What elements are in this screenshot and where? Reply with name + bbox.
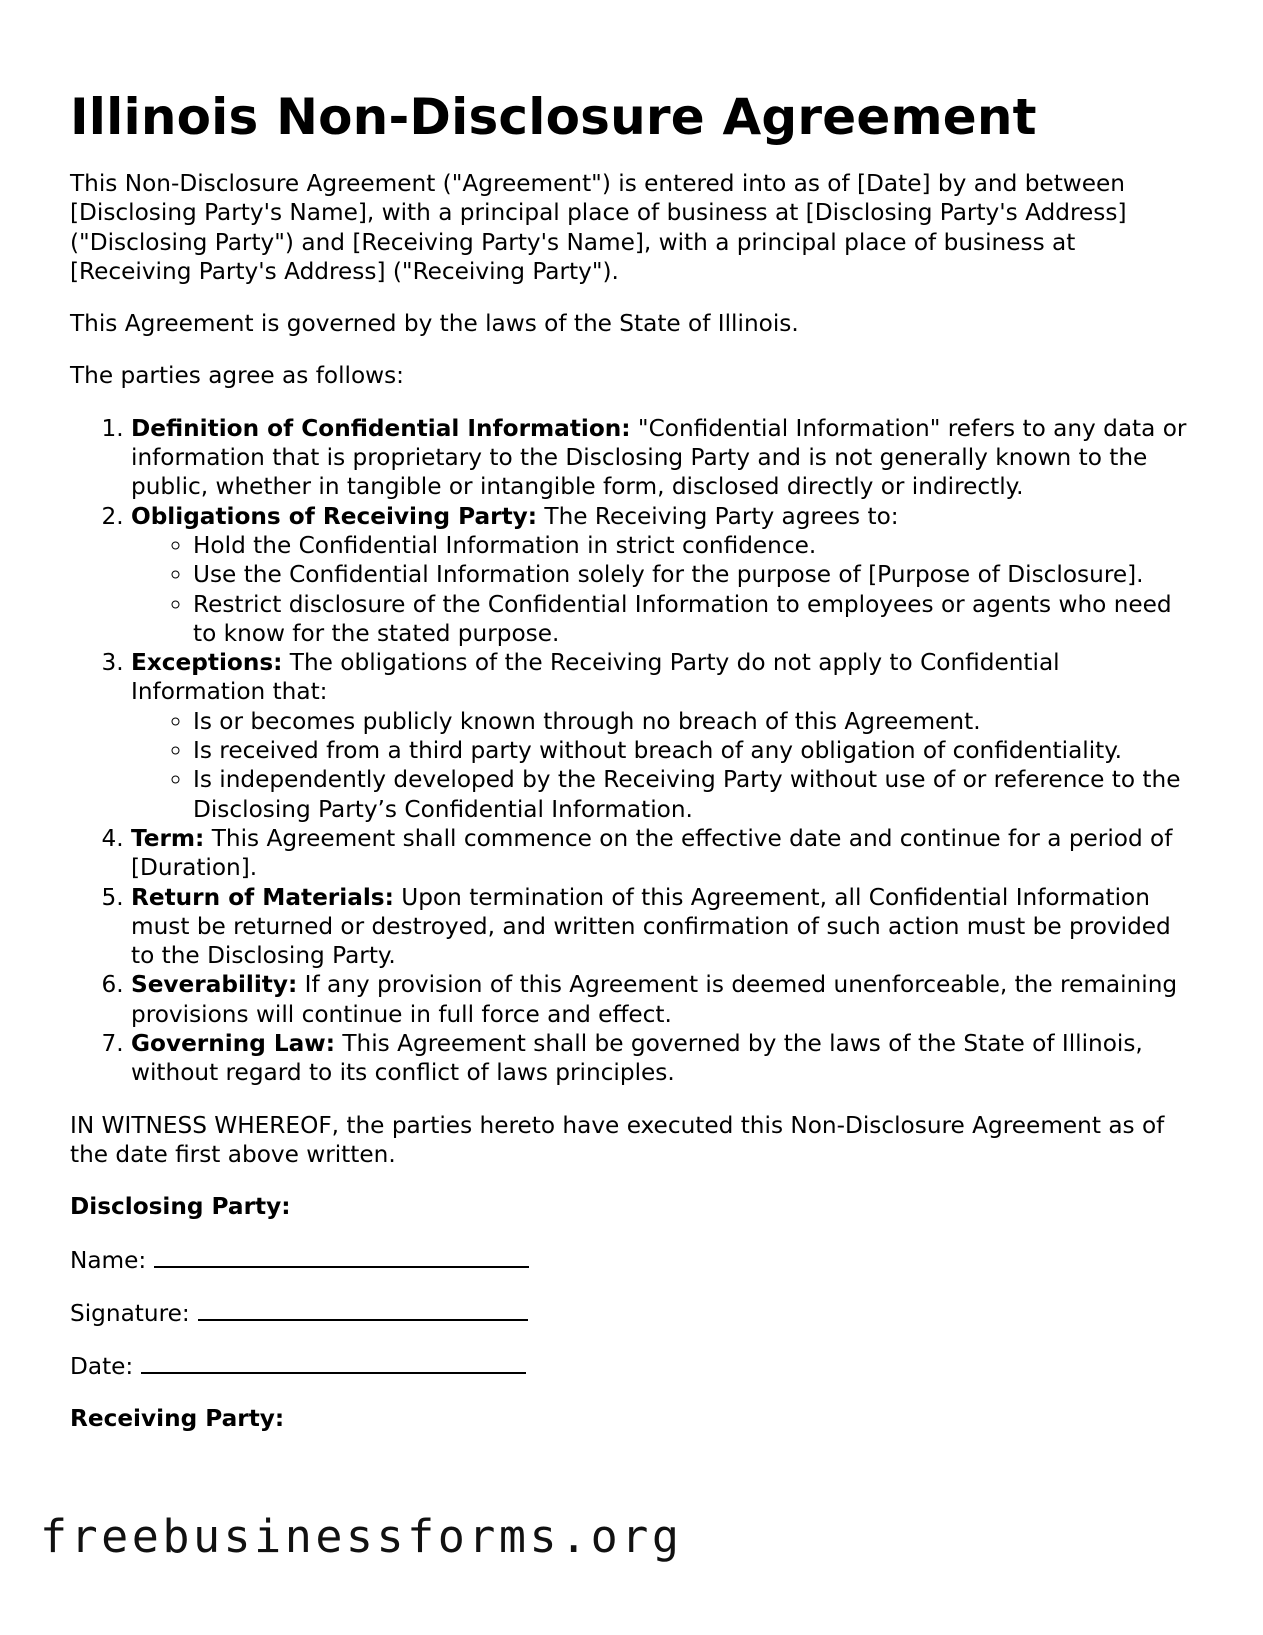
clause-heading: Obligations of Receiving Party: xyxy=(131,502,538,530)
witness-paragraph: IN WITNESS WHEREOF, the parties hereto have executed this Non-Disclosure Agreement as of the date first above written. xyxy=(70,1111,1165,1168)
governed-paragraph: This Agreement is governed by the laws of the State of Illinois. xyxy=(70,310,799,338)
receiving-party-heading xyxy=(70,1404,1200,1433)
intro-paragraph: This Non-Disclosure Agreement ("Agreement") is entered into as of [Date] by and between [Disclosing Party's Name], with a principal place of business at [Disclosing Party's Address] ("Disclosing Party") and [Receiving Party's Name], with a principal place of business at [Receiving Party's Address] ("Receiving Party"). xyxy=(70,170,1127,285)
clause-text: The Receiving Party agrees to: xyxy=(537,502,899,530)
sub-item: ◦ Use the Confidential Information solely for the purpose of [Purpose of Disclosure]. xyxy=(193,560,1200,589)
clause-item xyxy=(131,648,1200,824)
disclosing-party-label: Disclosing Party: xyxy=(70,1193,291,1221)
clause-text: This Agreement shall commence on the effective date and continue for a period of [Duration]. xyxy=(131,824,1173,882)
clause-item xyxy=(131,502,1200,648)
clause-heading: Severability: xyxy=(131,971,298,999)
document-title: Illinois Non-Disclosure Agreement xyxy=(70,88,1037,146)
clause-heading: Definition of Confidential Information: xyxy=(131,414,631,442)
disclosing-party-heading xyxy=(70,1192,1200,1221)
name-blank-line[interactable] xyxy=(154,1245,529,1268)
sub-item: ◦ Hold the Confidential Information in strict confidence. xyxy=(193,531,1200,560)
clause-text: If any provision of this Agreement is deemed unenforceable, the remaining provisions will continue in full force and effect. xyxy=(131,971,1178,1028)
name-field xyxy=(70,1245,1200,1275)
document-page xyxy=(70,0,1200,1434)
clause-heading: Governing Law: xyxy=(131,1030,335,1058)
watermark-text: freebusinessforms.org xyxy=(40,1510,683,1563)
clause-item xyxy=(131,824,1200,883)
clause-item xyxy=(131,883,1200,971)
sub-item: ◦ Is or becomes publicly known through no breach of this Agreement. xyxy=(193,707,1200,736)
clause-item xyxy=(131,414,1200,502)
sub-item: ◦ Restrict disclosure of the Confidential Information to employees or agents who need to know for the stated purpose. xyxy=(193,590,1200,649)
date-field xyxy=(70,1351,1200,1381)
clause-text: The obligations of the Receiving Party do not apply to Confidential Information that: xyxy=(131,649,1060,706)
clause-heading: Return of Materials: xyxy=(131,883,394,911)
signature-field xyxy=(70,1298,1200,1328)
agree-paragraph: The parties agree as follows: xyxy=(70,362,404,390)
receiving-party-label: Receiving Party: xyxy=(70,1405,285,1433)
date-blank-line[interactable] xyxy=(141,1351,526,1374)
clause-heading: Exceptions: xyxy=(131,649,283,677)
signature-label: Signature: xyxy=(70,1299,190,1327)
clause-item xyxy=(131,1029,1200,1088)
clause-text: "Confidential Information" refers to any data or information that is proprietary to the Disclosing Party and is not generally known to the public, whether in tangible or intangible form, disclosed directly or indirectly. xyxy=(131,414,1187,501)
clause-list xyxy=(70,414,1200,1088)
sub-list xyxy=(131,531,1200,648)
clause-item xyxy=(131,970,1200,1029)
signature-blank-line[interactable] xyxy=(198,1298,528,1321)
name-label: Name: xyxy=(70,1246,147,1274)
clause-heading: Term: xyxy=(131,824,205,852)
sub-list xyxy=(131,707,1200,824)
clause-text: This Agreement shall be governed by the laws of the State of Illinois, without regard to its conflict of laws principles. xyxy=(131,1030,1143,1087)
clause-text: Upon termination of this Agreement, all Confidential Information must be returned or destroyed, and written confirmation of such action must be provided to the Disclosing Party. xyxy=(131,883,1171,970)
date-label: Date: xyxy=(70,1353,134,1381)
sub-item: ◦ Is received from a third party without breach of any obligation of confidentiality. xyxy=(193,736,1200,765)
sub-item: ◦ Is independently developed by the Receiving Party without use of or reference to the Disclosing Party’s Confidential Information. xyxy=(193,765,1200,824)
